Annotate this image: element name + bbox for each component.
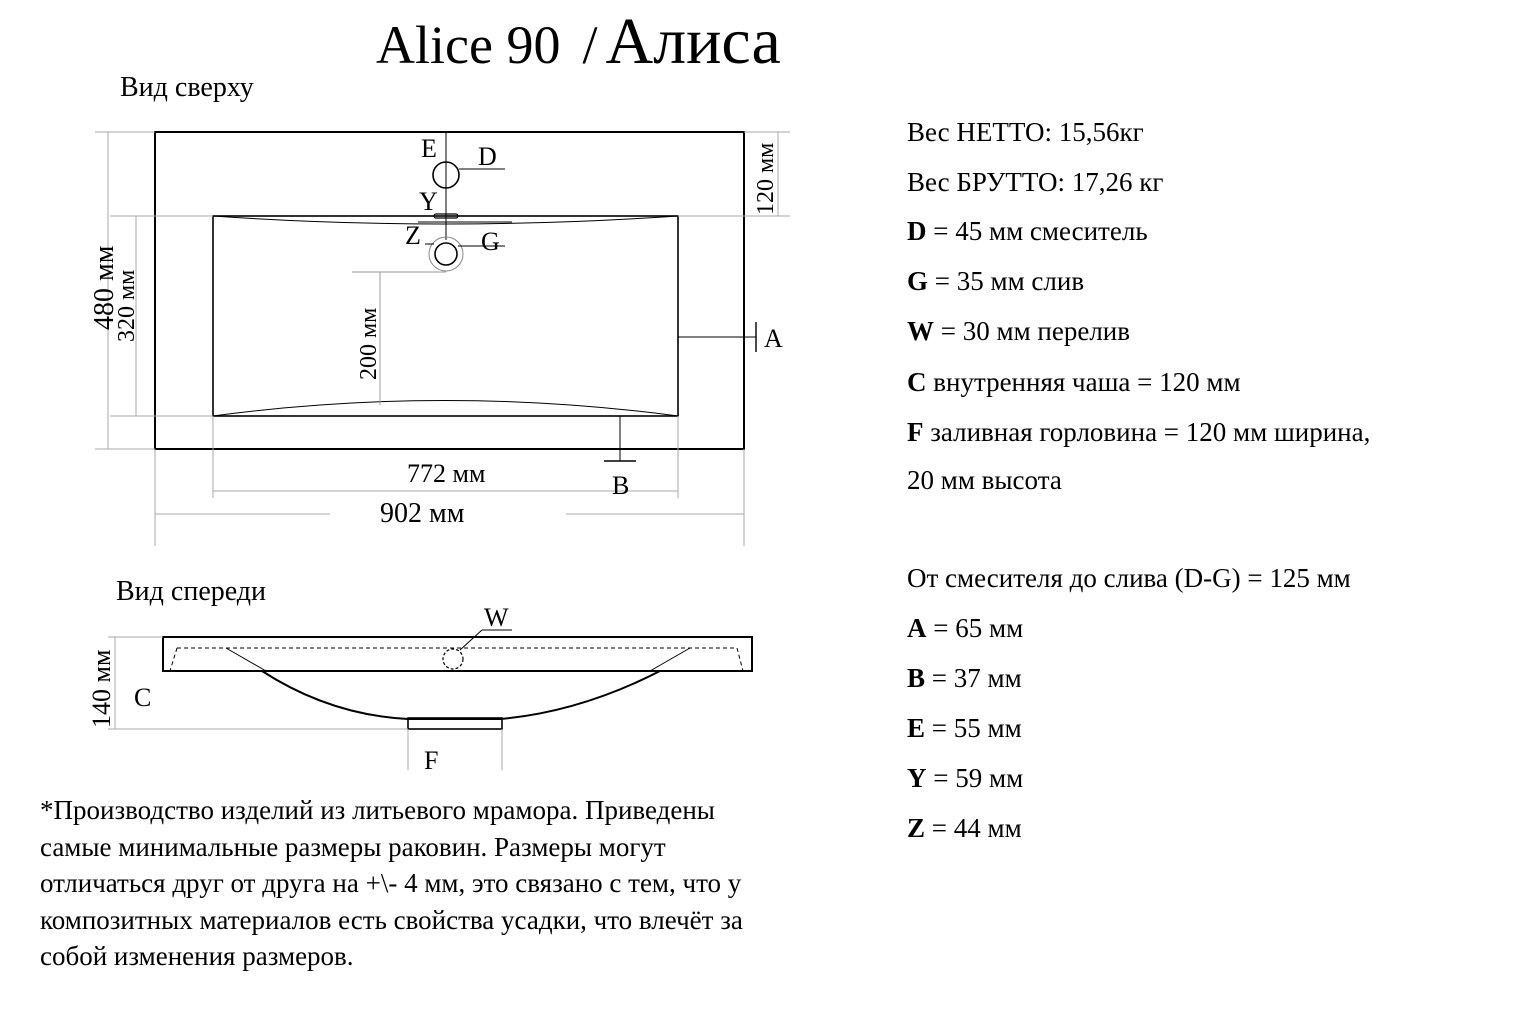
front-view-label: Вид спереди (116, 576, 267, 607)
dim-depth-outer: 480 мм (89, 245, 120, 330)
note-line: *Производство изделий из литьевого мрамора. Приведены (40, 795, 715, 825)
note-line: композитных материалов есть свойства усадки, что влечёт за (40, 904, 743, 935)
top-view-label: Вид сверху (120, 72, 254, 103)
overflow-hole (443, 649, 463, 669)
label-c: C (134, 683, 152, 712)
sink-outline-front (163, 637, 752, 671)
note-line: отличаться друг от друга на +\- 4 мм, это связано с тем, что у (40, 868, 742, 898)
title-model: Alice 90 (376, 15, 561, 75)
spec-y: Y = 59 мм (907, 763, 1024, 793)
label-z: Z (405, 221, 421, 250)
basin-outline-top (213, 216, 678, 416)
title-model-ru: Алиса (605, 5, 781, 78)
drain-hole-outer (429, 237, 463, 271)
label-a: A (764, 324, 783, 353)
dim-drain-to-front: 200 мм (356, 307, 382, 380)
inner-bowl-dashed (177, 648, 743, 671)
note-line: самые минимальные размеры раковин. Размеры могут (40, 831, 666, 862)
spec-gross-weight: Вес БРУТТО: 17,26 кг (907, 167, 1164, 197)
spec-d-g: От смесителя до слива (D-G) = 125 мм (907, 563, 1351, 593)
sink-outline-top (155, 132, 744, 449)
dim-tap-offset: 120 мм (753, 142, 779, 215)
label-f: F (424, 746, 439, 775)
spec-b: B = 37 мм (907, 663, 1022, 693)
spec-f-height: 20 мм высота (907, 465, 1062, 495)
label-b: B (612, 471, 630, 500)
dim-depth-inner: 320 мм (114, 269, 140, 342)
label-w: W (484, 603, 509, 632)
spec-w: W = 30 мм перелив (907, 316, 1130, 346)
drain-hole (435, 243, 457, 265)
spec-d: D = 45 мм смеситель (907, 216, 1148, 246)
label-e: E (421, 134, 437, 163)
spec-e: E = 55 мм (907, 713, 1022, 743)
note-line: собой изменения размеров. (40, 941, 354, 971)
production-note (40, 792, 840, 975)
top-view-labels (89, 134, 783, 529)
spec-z: Z = 44 мм (907, 813, 1022, 843)
spec-c: C внутренняя чаша = 120 мм (907, 367, 1241, 397)
label-g: G (481, 227, 500, 256)
dim-width-outer: 902 мм (380, 498, 465, 529)
dim-height: 140 мм (87, 649, 116, 728)
spec-a: A = 65 мм (907, 613, 1024, 643)
spec-net-weight: Вес НЕТТО: 15,56кг (907, 117, 1144, 147)
spec-g: G = 35 мм слив (907, 266, 1085, 296)
front-view-labels (87, 603, 509, 775)
label-y: Y (419, 187, 438, 216)
dim-width-inner: 772 мм (407, 459, 486, 488)
spec-f: F заливная горловина = 120 мм ширина, (907, 417, 1371, 447)
bowl-curve (262, 671, 660, 719)
basin-front-curve (213, 401, 678, 417)
title-separator: / (582, 15, 598, 75)
label-d: D (478, 142, 497, 171)
